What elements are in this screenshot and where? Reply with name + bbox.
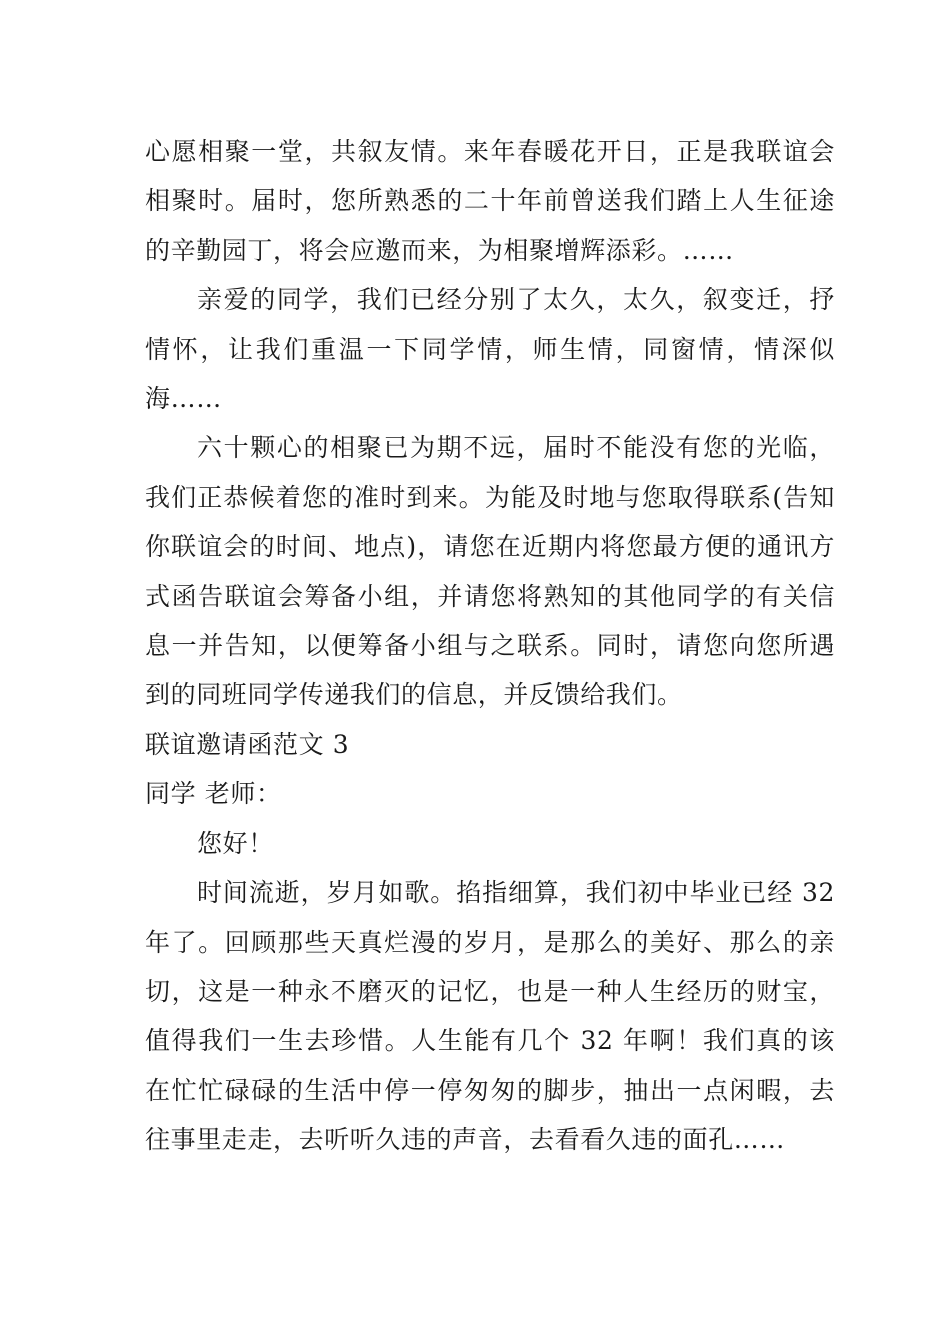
document-body [145, 127, 835, 1165]
paragraph-classmates: 亲爱的同学，我们已经分别了太久，太久，叙变迁，抒情怀，让我们重温一下同学情，师生情，同窗情，情深似海…… [145, 285, 835, 414]
paragraph-continuation: 心愿相聚一堂，共叙友情。来年春暖花开日，正是我联谊会相聚时。届时，您所熟悉的二十年前曾送我们踏上人生征途的辛勤园丁，将会应邀而来，为相聚增辉添彩。…… [145, 137, 835, 265]
salutation: 同学 老师： [145, 779, 282, 809]
paragraph-reunion-contact: 六十颗心的相聚已为期不远，届时不能没有您的光临，我们正恭候着您的准时到来。为能及时地与您取得联系(告知你联谊会的时间、地点)，请您在近期内将您最方便的通讯方式函告联谊会筹备小组，并请您将熟知的其他同学的有关信息一并告知，以便筹备小组与之联系。同时，请您向您所遇到的同班同学传递我们的信息，并反馈给我们。 [145, 433, 835, 710]
greeting: 您好！ [197, 828, 274, 858]
section-title: 联谊邀请函范文 3 [145, 729, 350, 759]
paragraph-time-passes: 时间流逝，岁月如歌。掐指细算，我们初中毕业已经 32 年了。回顾那些天真烂漫的岁月，是那么的美好、那么的亲切，这是一种永不磨灭的记忆，也是一种人生经历的财宝，值得我们一生去珍惜。人生能有几个 32 年啊！我们真的该在忙忙碌碌的生活中停一停匆匆的脚步，抽出一点闲暇，去往事里走走，去听听久违的声音，去看看久违的面孔…… [145, 878, 835, 1155]
